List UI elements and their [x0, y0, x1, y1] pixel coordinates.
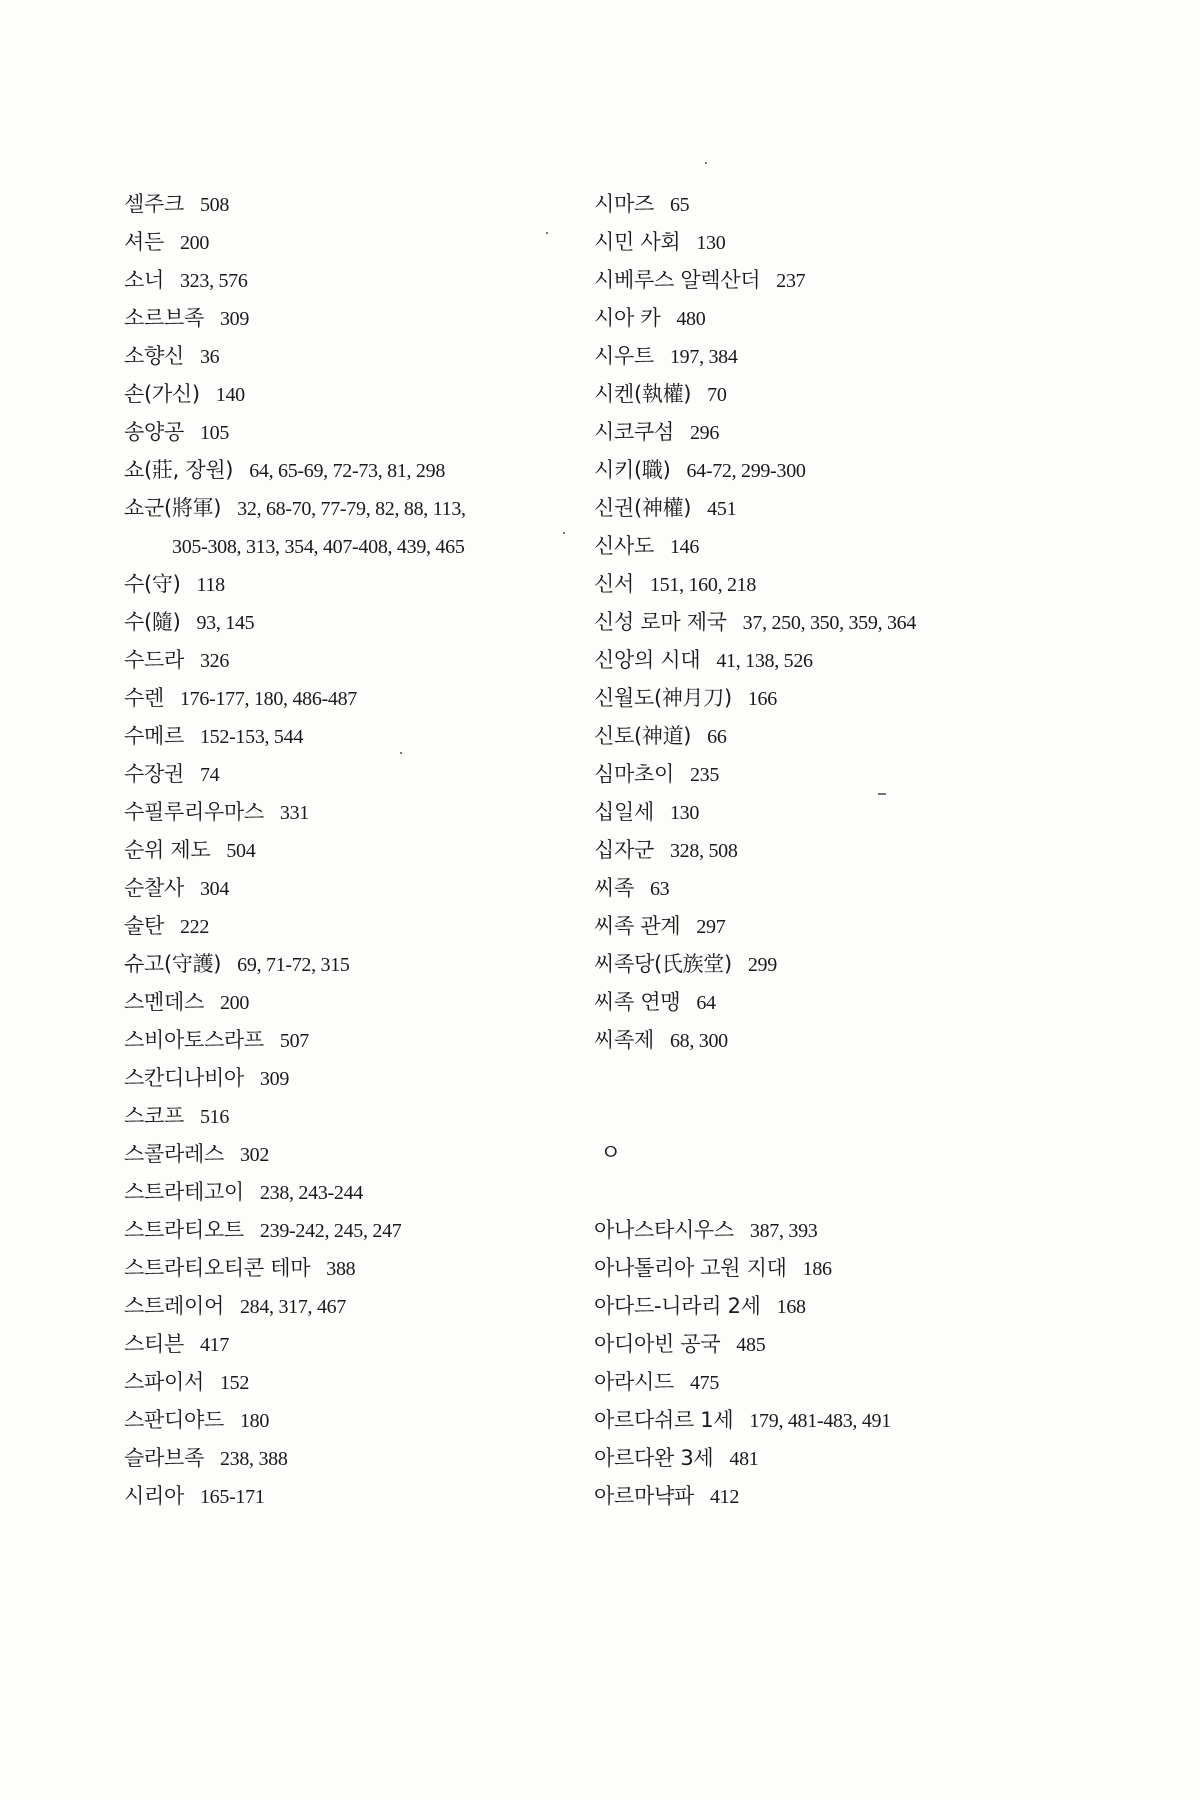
- index-page-numbers: 299: [747, 954, 777, 976]
- index-term: 스코프: [124, 1104, 184, 1128]
- index-page-numbers: 32, 68-70, 77-79, 82, 88, 113,: [237, 498, 466, 520]
- index-page-numbers: 70: [707, 384, 727, 406]
- index-page-numbers: 304: [199, 878, 230, 900]
- index-term: 시켄(執權): [594, 382, 692, 406]
- index-page-numbers: 151, 160, 218: [649, 574, 757, 596]
- index-page-numbers: 200: [219, 992, 250, 1014]
- index-entry: [594, 413, 1054, 451]
- index-page-numbers: 93, 145: [196, 612, 255, 634]
- index-term: 아나톨리아 고원 지대: [594, 1256, 787, 1280]
- index-entry: [594, 451, 1054, 489]
- index-entry: [124, 1135, 554, 1173]
- index-page-numbers: 179, 481-483, 491: [749, 1410, 891, 1432]
- index-entry: [124, 1401, 554, 1439]
- index-entry: [594, 223, 1054, 261]
- index-page-numbers: 235: [689, 764, 720, 786]
- index-page-numbers: 323, 576: [179, 270, 248, 292]
- index-page-numbers: 508: [199, 194, 230, 216]
- index-term: 소너: [124, 268, 164, 292]
- index-page-numbers: 168: [776, 1296, 806, 1318]
- index-entry: [594, 907, 1054, 945]
- index-term: 심마초이: [594, 762, 674, 786]
- index-term: 십일세: [594, 800, 654, 824]
- index-page-numbers: 69, 71-72, 315: [237, 954, 350, 976]
- index-entry: [594, 717, 1054, 755]
- index-term: 쇼(莊, 장원): [124, 458, 234, 482]
- index-page-numbers: 197, 384: [669, 346, 738, 368]
- index-entry: [124, 641, 554, 679]
- index-term: 스파이서: [124, 1370, 204, 1394]
- index-term: 신월도(神月刀): [594, 686, 732, 710]
- index-page-numbers: 64, 65-69, 72-73, 81, 298: [249, 460, 446, 482]
- index-entry: [124, 1211, 554, 1249]
- index-page-numbers: 328, 508: [669, 840, 738, 862]
- index-term: 시베루스 알렉산더: [594, 268, 761, 292]
- index-term: 씨족 연맹: [594, 990, 681, 1014]
- index-term: 시키(職): [594, 458, 671, 482]
- index-term: 씨족 관계: [594, 914, 681, 938]
- index-entry: [124, 1439, 554, 1477]
- index-entry: [594, 793, 1054, 831]
- index-page-numbers: 239-242, 245, 247: [259, 1220, 402, 1242]
- index-term: 수장권: [124, 762, 184, 786]
- index-entry: [594, 527, 1054, 565]
- index-entry: [594, 1287, 1054, 1325]
- index-entry: [124, 451, 554, 489]
- index-term: 신앙의 시대: [594, 648, 701, 672]
- index-entry: [124, 603, 554, 641]
- index-page-numbers: 222: [179, 916, 210, 938]
- index-term: 송양공: [124, 420, 184, 444]
- index-entry: [594, 869, 1054, 907]
- index-entry: [594, 1439, 1054, 1477]
- index-page-numbers: 475: [689, 1372, 720, 1394]
- index-entry: [124, 223, 554, 261]
- index-entry: [124, 1477, 554, 1515]
- index-page-numbers: 146: [669, 536, 700, 558]
- index-term: 스트라티오티콘 테마: [124, 1256, 311, 1280]
- index-term: 시우트: [594, 344, 654, 368]
- index-page-numbers: 305-308, 313, 354, 407-408, 439, 465: [172, 536, 465, 558]
- index-page-numbers: 41, 138, 526: [716, 650, 813, 672]
- index-page-numbers: 388: [326, 1258, 356, 1280]
- index-entry: [594, 185, 1054, 223]
- index-entry: [594, 1325, 1054, 1363]
- scan-speck: [878, 793, 886, 795]
- index-term: 스트라테고이: [124, 1180, 244, 1204]
- scan-speck: [705, 162, 707, 164]
- index-term: 신사도: [594, 534, 654, 558]
- index-term: 시마즈: [594, 192, 654, 216]
- index-page-numbers: 516: [199, 1106, 230, 1128]
- index-page-numbers: 302: [239, 1144, 270, 1166]
- index-term: 수드라: [124, 648, 184, 672]
- scan-speck: [546, 232, 548, 234]
- index-term: 신권(神權): [594, 496, 692, 520]
- index-entry: [124, 1325, 554, 1363]
- scan-speck: [563, 532, 565, 534]
- index-entry: [124, 907, 554, 945]
- index-entry: [124, 1287, 554, 1325]
- index-entry: [594, 641, 1054, 679]
- scan-speck: [400, 752, 402, 754]
- index-entry: [124, 945, 554, 983]
- index-page-numbers: 309: [219, 308, 250, 330]
- index-entry: [594, 831, 1054, 869]
- index-page-numbers: 105: [199, 422, 230, 444]
- index-term: 신토(神道): [594, 724, 692, 748]
- index-term: 아나스타시우스: [594, 1218, 734, 1242]
- index-entry: [124, 1097, 554, 1135]
- index-term: 스비아토스라프: [124, 1028, 264, 1052]
- index-term: 시민 사회: [594, 230, 681, 254]
- index-page-numbers: 165-171: [199, 1486, 265, 1508]
- index-term: 스멘데스: [124, 990, 204, 1014]
- index-term: 순찰사: [124, 876, 184, 900]
- index-entry: [594, 755, 1054, 793]
- index-entry: [594, 1211, 1054, 1249]
- index-left-column: [124, 185, 554, 1515]
- index-term: 시리아: [124, 1484, 184, 1508]
- index-term: 신서: [594, 572, 634, 596]
- index-entry: [594, 1477, 1054, 1515]
- index-page-numbers: 118: [196, 574, 225, 596]
- index-entry: [124, 831, 554, 869]
- index-page-numbers: 331: [279, 802, 310, 824]
- index-term: 순위 제도: [124, 838, 211, 862]
- index-page-numbers: 130: [669, 802, 700, 824]
- index-term: 쇼군(將軍): [124, 496, 222, 520]
- index-term: 씨족제: [594, 1028, 654, 1052]
- index-term: 스트레이어: [124, 1294, 224, 1318]
- index-entry: [594, 603, 1054, 641]
- index-page-numbers: 130: [696, 232, 726, 254]
- index-page-numbers: 140: [215, 384, 245, 406]
- index-page-numbers: 284, 317, 467: [239, 1296, 347, 1318]
- index-entry: [124, 1363, 554, 1401]
- index-entry: [124, 983, 554, 1021]
- index-entry: [124, 375, 554, 413]
- index-entry: [594, 1401, 1054, 1439]
- index-term: 수메르: [124, 724, 184, 748]
- index-term: 슈고(守護): [124, 952, 222, 976]
- index-term: 씨족: [594, 876, 634, 900]
- index-entry: [124, 185, 554, 223]
- index-page-numbers: 200: [179, 232, 210, 254]
- index-term: 아디아빈 공국: [594, 1332, 721, 1356]
- index-term: 슬라브족: [124, 1446, 204, 1470]
- index-page-numbers: 237: [776, 270, 806, 292]
- index-page-numbers: 37, 250, 350, 359, 364: [742, 612, 917, 634]
- index-page-numbers: 152: [219, 1372, 250, 1394]
- index-term: 스칸디나비아: [124, 1066, 244, 1090]
- index-entry: [124, 489, 554, 527]
- index-page-numbers: 166: [747, 688, 777, 710]
- index-entry: [124, 337, 554, 375]
- index-page-numbers: 417: [199, 1334, 230, 1356]
- index-entry: [124, 755, 554, 793]
- index-page-numbers: 74: [199, 764, 220, 786]
- index-page-numbers: 238, 388: [219, 1448, 288, 1470]
- index-term: 아다드-니라리 2세: [594, 1294, 761, 1318]
- index-term: 수(隨): [124, 610, 181, 634]
- index-entry: [124, 869, 554, 907]
- index-page-numbers: 186: [802, 1258, 832, 1280]
- index-page-numbers: 485: [736, 1334, 766, 1356]
- section-spacer: [594, 1059, 1054, 1097]
- section-spacer: [594, 1173, 1054, 1211]
- index-page-numbers: 238, 243-244: [259, 1182, 363, 1204]
- index-term: 아라시드: [594, 1370, 674, 1394]
- index-entry: [594, 945, 1054, 983]
- index-entry: [594, 489, 1054, 527]
- index-term: 수렌: [124, 686, 164, 710]
- index-entry: [594, 983, 1054, 1021]
- index-page-numbers: 387, 393: [749, 1220, 818, 1242]
- index-entry: [124, 565, 554, 603]
- index-page-numbers: 412: [709, 1486, 740, 1508]
- index-term: 스티븐: [124, 1332, 184, 1356]
- index-term: 수(守): [124, 572, 181, 596]
- index-page-numbers: 64: [696, 992, 716, 1014]
- index-page-numbers: 309: [259, 1068, 290, 1090]
- section-heading-letter: ㅇ: [600, 1141, 622, 1166]
- index-entry: [124, 793, 554, 831]
- index-entry: [594, 1021, 1054, 1059]
- index-term: 스콜라레스: [124, 1142, 224, 1166]
- index-page-numbers: 507: [279, 1030, 310, 1052]
- index-page-numbers: 296: [689, 422, 720, 444]
- index-page-numbers: 326: [199, 650, 230, 672]
- index-entry-continuation: [124, 527, 554, 565]
- index-entry: [594, 565, 1054, 603]
- index-entry: [124, 299, 554, 337]
- index-entry: [124, 1173, 554, 1211]
- index-page-numbers: 297: [696, 916, 726, 938]
- index-entry: [594, 299, 1054, 337]
- index-term: 술탄: [124, 914, 164, 938]
- index-entry: [594, 1363, 1054, 1401]
- index-term: 소향신: [124, 344, 184, 368]
- index-term: 수필루리우마스: [124, 800, 264, 824]
- index-entry: [124, 717, 554, 755]
- index-term: 아르다쉬르 1세: [594, 1408, 734, 1432]
- index-entry: [124, 1021, 554, 1059]
- index-page-numbers: 504: [226, 840, 256, 862]
- index-entry: [594, 1249, 1054, 1287]
- index-entry: [124, 413, 554, 451]
- index-page-numbers: 63: [649, 878, 670, 900]
- index-term: 아르다완 3세: [594, 1446, 714, 1470]
- index-page-numbers: 451: [707, 498, 737, 520]
- index-page-numbers: 480: [676, 308, 706, 330]
- index-entry: [594, 679, 1054, 717]
- index-page-numbers: 65: [669, 194, 690, 216]
- index-page-numbers: 152-153, 544: [199, 726, 304, 748]
- index-entry: [594, 337, 1054, 375]
- index-term: 스트라티오트: [124, 1218, 244, 1242]
- index-entry: [594, 261, 1054, 299]
- index-entry: [594, 375, 1054, 413]
- index-term: 셀주크: [124, 192, 184, 216]
- index-term: 씨족당(氏族堂): [594, 952, 732, 976]
- index-page-numbers: 180: [239, 1410, 270, 1432]
- index-term: 소르브족: [124, 306, 204, 330]
- index-entry: [124, 679, 554, 717]
- index-term: 손(가신): [124, 382, 200, 406]
- index-page-numbers: 68, 300: [669, 1030, 728, 1052]
- index-page-numbers: 36: [199, 346, 220, 368]
- index-right-column: [594, 185, 1054, 1515]
- index-page-numbers: 176-177, 180, 486-487: [179, 688, 358, 710]
- index-entry: [124, 1249, 554, 1287]
- index-term: 아르마냑파: [594, 1484, 694, 1508]
- index-term: 십자군: [594, 838, 654, 862]
- index-page-numbers: 66: [707, 726, 727, 748]
- index-term: 신성 로마 제국: [594, 610, 727, 634]
- index-page-numbers: 64-72, 299-300: [686, 460, 806, 482]
- index-page-numbers: 481: [729, 1448, 759, 1470]
- index-term: 셔든: [124, 230, 164, 254]
- index-term: 시코쿠섬: [594, 420, 674, 444]
- section-spacer: [594, 1097, 1054, 1135]
- index-term: 시아 카: [594, 306, 661, 330]
- index-term: 스판디야드: [124, 1408, 224, 1432]
- index-entry: [124, 1059, 554, 1097]
- index-entry: [124, 261, 554, 299]
